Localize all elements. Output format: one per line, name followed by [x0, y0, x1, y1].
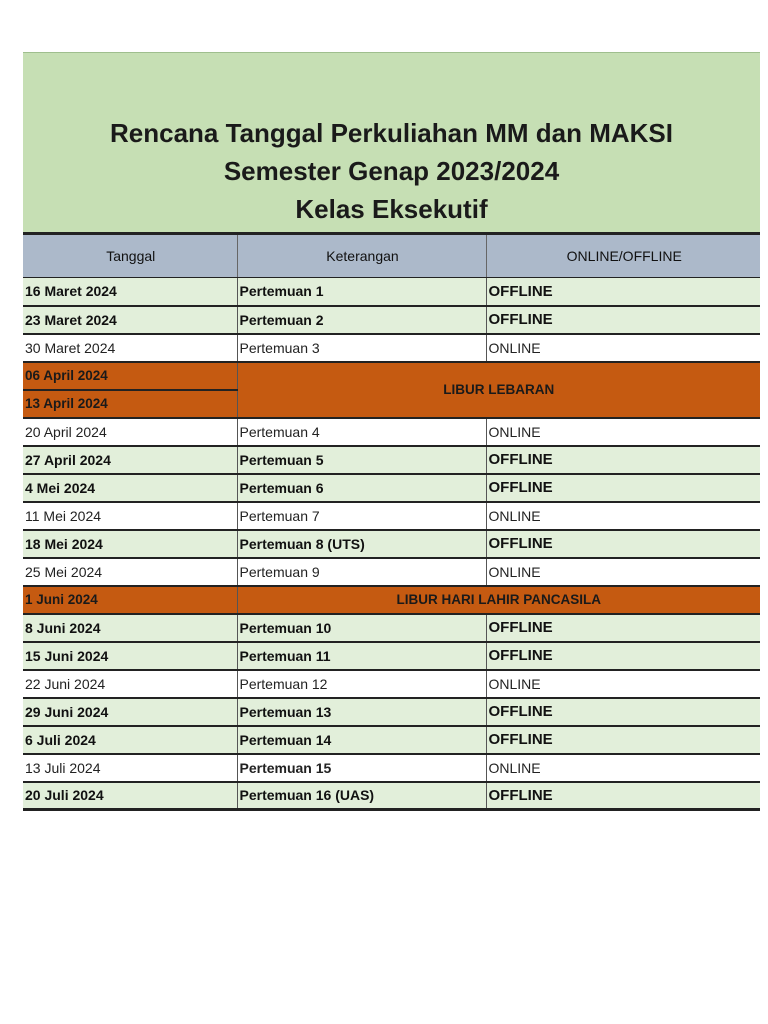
description-cell: Pertemuan 15	[237, 754, 486, 782]
date-cell: 4 Mei 2024	[23, 474, 237, 502]
schedule-table	[23, 232, 760, 811]
holiday-label: LIBUR LEBARAN	[237, 362, 760, 418]
holiday-label: LIBUR HARI LAHIR PANCASILA	[237, 586, 760, 614]
table-row	[23, 334, 760, 362]
mode-cell: OFFLINE	[486, 530, 760, 558]
table-row	[23, 362, 760, 390]
description-cell: Pertemuan 4	[237, 418, 486, 446]
date-cell: 20 Juli 2024	[23, 782, 237, 810]
mode-cell: OFFLINE	[486, 726, 760, 754]
header-tanggal: Tanggal	[23, 234, 237, 278]
table-row	[23, 558, 760, 586]
mode-cell: OFFLINE	[486, 278, 760, 306]
title-line-3: Kelas Eksekutif	[295, 194, 488, 224]
header-keterangan: Keterangan	[237, 234, 486, 278]
date-cell: 11 Mei 2024	[23, 502, 237, 530]
date-cell: 16 Maret 2024	[23, 278, 237, 306]
mode-cell: OFFLINE	[486, 698, 760, 726]
description-cell: Pertemuan 13	[237, 698, 486, 726]
date-cell: 13 Juli 2024	[23, 754, 237, 782]
mode-cell: ONLINE	[486, 754, 760, 782]
date-cell: 29 Juni 2024	[23, 698, 237, 726]
table-row	[23, 530, 760, 558]
table-row	[23, 614, 760, 642]
table-row	[23, 586, 760, 614]
mode-cell: OFFLINE	[486, 306, 760, 334]
mode-cell: OFFLINE	[486, 782, 760, 810]
description-cell: Pertemuan 2	[237, 306, 486, 334]
description-cell: Pertemuan 8 (UTS)	[237, 530, 486, 558]
header-online-offline: ONLINE/OFFLINE	[486, 234, 760, 278]
mode-cell: OFFLINE	[486, 642, 760, 670]
header-row	[23, 234, 760, 278]
date-cell: 15 Juni 2024	[23, 642, 237, 670]
table-row	[23, 782, 760, 810]
mode-cell: ONLINE	[486, 670, 760, 698]
table-row	[23, 278, 760, 306]
date-cell: 25 Mei 2024	[23, 558, 237, 586]
table-row	[23, 698, 760, 726]
mode-cell: OFFLINE	[486, 474, 760, 502]
mode-cell: OFFLINE	[486, 614, 760, 642]
table-row	[23, 670, 760, 698]
date-cell: 13 April 2024	[23, 390, 237, 418]
description-cell: Pertemuan 9	[237, 558, 486, 586]
mode-cell: ONLINE	[486, 334, 760, 362]
date-cell: 1 Juni 2024	[23, 586, 237, 614]
table-row	[23, 502, 760, 530]
table-row	[23, 306, 760, 334]
description-cell: Pertemuan 1	[237, 278, 486, 306]
schedule-sheet	[23, 52, 760, 811]
description-cell: Pertemuan 6	[237, 474, 486, 502]
date-cell: 22 Juni 2024	[23, 670, 237, 698]
title-line-2: Semester Genap 2023/2024	[223, 156, 560, 186]
date-cell: 30 Maret 2024	[23, 334, 237, 362]
mode-cell: OFFLINE	[486, 446, 760, 474]
date-cell: 18 Mei 2024	[23, 530, 237, 558]
schedule-body	[23, 278, 760, 810]
table-row	[23, 754, 760, 782]
date-cell: 23 Maret 2024	[23, 306, 237, 334]
description-cell: Pertemuan 7	[237, 502, 486, 530]
table-row	[23, 418, 760, 446]
date-cell: 6 Juli 2024	[23, 726, 237, 754]
description-cell: Pertemuan 5	[237, 446, 486, 474]
table-row	[23, 474, 760, 502]
date-cell: 27 April 2024	[23, 446, 237, 474]
description-cell: Pertemuan 3	[237, 334, 486, 362]
description-cell: Pertemuan 14	[237, 726, 486, 754]
description-cell: Pertemuan 11	[237, 642, 486, 670]
table-row	[23, 446, 760, 474]
date-cell: 20 April 2024	[23, 418, 237, 446]
table-row	[23, 726, 760, 754]
description-cell: Pertemuan 10	[237, 614, 486, 642]
mode-cell: ONLINE	[486, 502, 760, 530]
mode-cell: ONLINE	[486, 558, 760, 586]
mode-cell: ONLINE	[486, 418, 760, 446]
date-cell: 06 April 2024	[23, 362, 237, 390]
description-cell: Pertemuan 12	[237, 670, 486, 698]
title-line-1: Rencana Tanggal Perkuliahan MM dan MAKSI	[110, 118, 673, 148]
description-cell: Pertemuan 16 (UAS)	[237, 782, 486, 810]
date-cell: 8 Juni 2024	[23, 614, 237, 642]
title-box	[23, 52, 760, 232]
table-row	[23, 642, 760, 670]
